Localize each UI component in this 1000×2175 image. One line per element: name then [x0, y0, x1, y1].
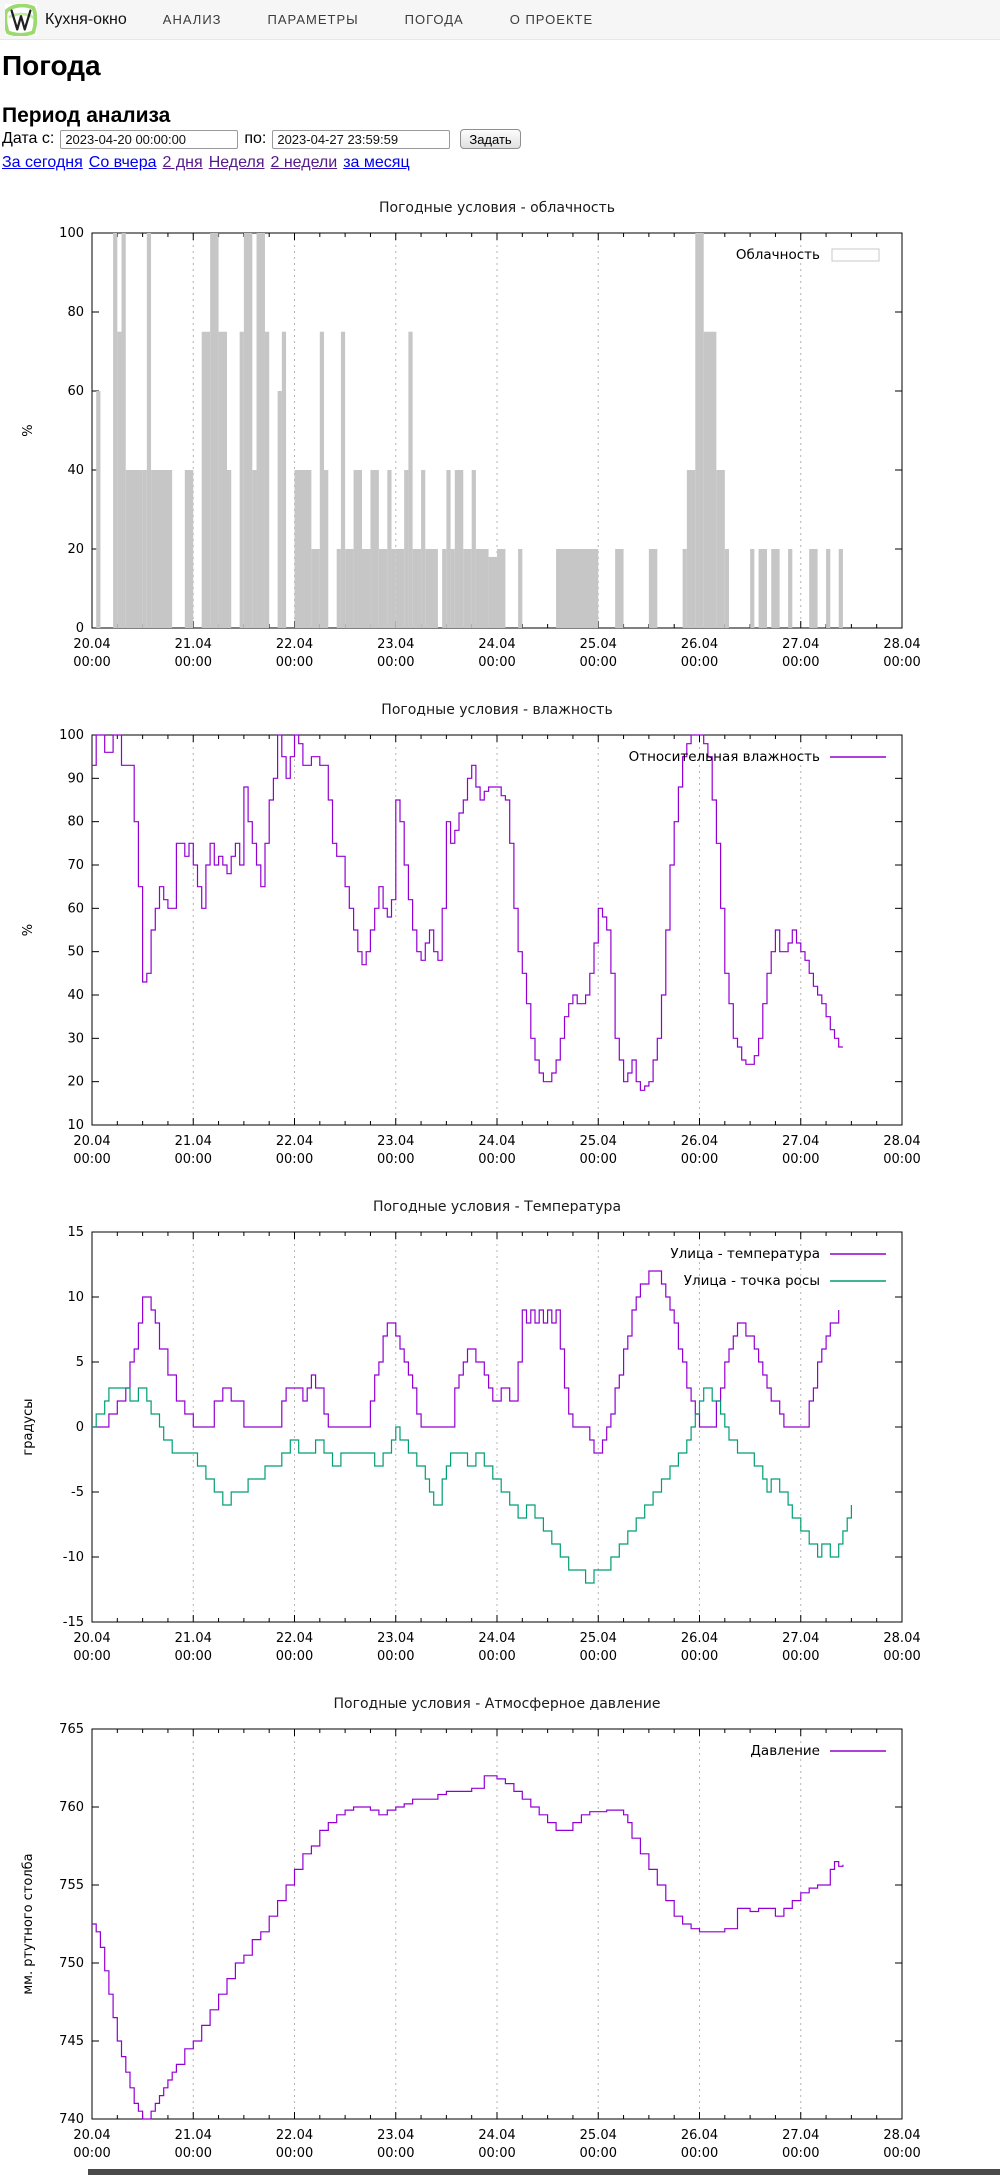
chart-cloudiness-title: Погодные условия - облачность [378, 200, 615, 217]
chart-humidity [2, 702, 1000, 1175]
svg-text:24.04: 24.04 [478, 1631, 516, 1647]
nav-item-parameters[interactable]: ПАРАМЕТРЫ [267, 12, 359, 27]
svg-text:30: 30 [67, 1031, 84, 1047]
svg-text:%: % [21, 924, 36, 937]
svg-text:24.04: 24.04 [478, 637, 516, 653]
svg-text:00:00: 00:00 [579, 1152, 617, 1168]
svg-text:%: % [21, 424, 36, 437]
svg-text:00:00: 00:00 [73, 2146, 111, 2162]
svg-text:23.04: 23.04 [377, 1134, 415, 1150]
svg-text:00:00: 00:00 [174, 2146, 212, 2162]
svg-text:60: 60 [67, 384, 84, 400]
svg-text:00:00: 00:00 [478, 655, 516, 671]
svg-text:0: 0 [75, 621, 84, 637]
nav-item-about[interactable]: О ПРОЕКТЕ [509, 12, 594, 27]
svg-text:20: 20 [67, 1074, 84, 1090]
svg-text:100: 100 [59, 226, 84, 242]
svg-text:26.04: 26.04 [680, 1631, 719, 1647]
link-month[interactable]: за месяц [343, 154, 410, 172]
svg-text:00:00: 00:00 [680, 2146, 719, 2162]
date-from-input[interactable] [60, 130, 238, 149]
chart-temperature-plot [2, 1217, 952, 1672]
svg-text:20.04: 20.04 [73, 1134, 111, 1150]
svg-text:00:00: 00:00 [73, 1649, 111, 1665]
svg-text:00:00: 00:00 [579, 655, 617, 671]
svg-text:00:00: 00:00 [782, 1152, 820, 1168]
svg-text:26.04: 26.04 [680, 637, 719, 653]
svg-text:22.04: 22.04 [275, 2128, 314, 2144]
svg-text:28.04: 28.04 [883, 2128, 921, 2144]
svg-text:20: 20 [67, 542, 84, 558]
svg-text:740: 740 [59, 2112, 84, 2128]
apply-period-button[interactable]: Задать [460, 129, 520, 149]
svg-text:60: 60 [67, 901, 84, 917]
date-to-label: по: [244, 130, 267, 148]
svg-text:00:00: 00:00 [275, 655, 314, 671]
svg-text:-10: -10 [62, 1550, 84, 1566]
svg-text:21.04: 21.04 [174, 637, 212, 653]
svg-text:00:00: 00:00 [883, 1649, 921, 1665]
svg-text:00:00: 00:00 [478, 2146, 516, 2162]
date-to-input[interactable] [272, 130, 450, 149]
link-since-yesterday[interactable]: Со вчера [88, 154, 157, 172]
svg-text:23.04: 23.04 [377, 637, 415, 653]
svg-text:00:00: 00:00 [377, 1649, 415, 1665]
svg-text:28.04: 28.04 [883, 637, 921, 653]
svg-text:00:00: 00:00 [883, 2146, 921, 2162]
svg-text:20.04: 20.04 [73, 2128, 111, 2144]
svg-text:00:00: 00:00 [680, 655, 719, 671]
svg-text:Улица - температура: Улица - температура [670, 1246, 820, 1263]
content [0, 50, 1000, 2169]
svg-text:Относительная влажность: Относительная влажность [628, 749, 820, 766]
chart-humidity-title: Погодные условия - влажность [381, 702, 613, 719]
svg-text:00:00: 00:00 [275, 2146, 314, 2162]
svg-text:21.04: 21.04 [174, 2128, 212, 2144]
period-form [2, 129, 1000, 149]
chart-pressure [2, 1696, 1000, 2169]
svg-text:Улица - точка росы: Улица - точка росы [683, 1273, 820, 1290]
svg-text:Облачность: Облачность [735, 247, 820, 264]
svg-text:24.04: 24.04 [478, 1134, 516, 1150]
svg-text:27.04: 27.04 [782, 1631, 820, 1647]
svg-text:00:00: 00:00 [275, 1649, 314, 1665]
nav-item-weather[interactable]: ПОГОДА [404, 12, 464, 27]
svg-text:-5: -5 [71, 1485, 84, 1501]
svg-text:22.04: 22.04 [275, 1631, 314, 1647]
svg-text:00:00: 00:00 [782, 655, 820, 671]
svg-text:градусы: градусы [21, 1398, 36, 1456]
svg-text:755: 755 [59, 1878, 84, 1894]
page-title: Погода [2, 50, 101, 81]
svg-text:21.04: 21.04 [174, 1631, 212, 1647]
svg-text:100: 100 [59, 728, 84, 744]
svg-text:27.04: 27.04 [782, 637, 820, 653]
svg-text:00:00: 00:00 [579, 1649, 617, 1665]
svg-text:27.04: 27.04 [782, 2128, 820, 2144]
svg-text:00:00: 00:00 [478, 1649, 516, 1665]
svg-text:25.04: 25.04 [579, 1631, 617, 1647]
svg-text:00:00: 00:00 [478, 1152, 516, 1168]
svg-text:00:00: 00:00 [782, 2146, 820, 2162]
svg-text:00:00: 00:00 [782, 1649, 820, 1665]
svg-text:25.04: 25.04 [579, 2128, 617, 2144]
svg-text:28.04: 28.04 [883, 1134, 921, 1150]
svg-text:27.04: 27.04 [782, 1134, 820, 1150]
link-2-weeks[interactable]: 2 недели [270, 154, 338, 172]
svg-text:23.04: 23.04 [377, 2128, 415, 2144]
quick-period-links [2, 154, 1000, 172]
svg-text:5: 5 [75, 1355, 84, 1371]
svg-text:00:00: 00:00 [680, 1649, 719, 1665]
svg-text:26.04: 26.04 [680, 1134, 719, 1150]
svg-text:24.04: 24.04 [478, 2128, 516, 2144]
chart-temperature-title: Погодные условия - Температура [372, 1199, 622, 1216]
svg-text:750: 750 [59, 1956, 84, 1972]
svg-text:00:00: 00:00 [377, 655, 415, 671]
svg-text:40: 40 [67, 988, 84, 1004]
svg-text:40: 40 [67, 463, 84, 479]
chart-cloudiness [2, 200, 1000, 678]
site-logo-icon[interactable] [5, 4, 37, 36]
svg-text:10: 10 [67, 1118, 84, 1134]
main-nav [163, 12, 593, 27]
svg-text:70: 70 [67, 858, 84, 874]
svg-text:00:00: 00:00 [174, 1649, 212, 1665]
svg-text:00:00: 00:00 [174, 1152, 212, 1168]
svg-text:00:00: 00:00 [73, 655, 111, 671]
svg-text:745: 745 [59, 2034, 84, 2050]
svg-text:21.04: 21.04 [174, 1134, 212, 1150]
svg-text:15: 15 [67, 1225, 84, 1241]
chart-cloudiness-plot [2, 218, 952, 678]
chart-pressure-title: Погодные условия - Атмосферное давление [333, 1696, 661, 1713]
svg-text:765: 765 [59, 1722, 84, 1738]
svg-text:00:00: 00:00 [275, 1152, 314, 1168]
svg-text:80: 80 [67, 814, 84, 830]
svg-text:00:00: 00:00 [377, 1152, 415, 1168]
svg-text:00:00: 00:00 [377, 2146, 415, 2162]
footer-strip [88, 2169, 1000, 2175]
top-navigation-bar [0, 0, 1000, 40]
svg-text:80: 80 [67, 305, 84, 321]
link-2-days[interactable]: 2 дня [162, 154, 203, 172]
svg-text:50: 50 [67, 944, 84, 960]
link-today[interactable]: За сегодня [2, 154, 83, 172]
svg-text:00:00: 00:00 [579, 2146, 617, 2162]
nav-item-analysis[interactable]: АНАЛИЗ [162, 12, 222, 27]
svg-text:90: 90 [67, 771, 84, 787]
svg-text:00:00: 00:00 [174, 655, 212, 671]
link-week[interactable]: Неделя [208, 154, 265, 172]
svg-text:22.04: 22.04 [275, 637, 314, 653]
svg-text:00:00: 00:00 [680, 1152, 719, 1168]
svg-text:20.04: 20.04 [73, 1631, 111, 1647]
svg-text:Давление: Давление [750, 1743, 820, 1760]
chart-temperature [2, 1199, 1000, 1672]
period-heading: Период анализа [2, 104, 171, 128]
svg-text:22.04: 22.04 [275, 1134, 314, 1150]
svg-text:мм. ртутного столба: мм. ртутного столба [21, 1853, 36, 1995]
svg-text:10: 10 [67, 1290, 84, 1306]
brand-name[interactable]: Кухня-окно [45, 10, 127, 28]
svg-text:25.04: 25.04 [579, 1134, 617, 1150]
chart-pressure-plot [2, 1714, 952, 2169]
svg-text:25.04: 25.04 [579, 637, 617, 653]
date-from-label: Дата с: [2, 130, 55, 148]
svg-text:00:00: 00:00 [883, 655, 921, 671]
svg-text:00:00: 00:00 [883, 1152, 921, 1168]
chart-humidity-plot [2, 720, 952, 1175]
svg-text:0: 0 [75, 1420, 84, 1436]
svg-text:26.04: 26.04 [680, 2128, 719, 2144]
svg-text:23.04: 23.04 [377, 1631, 415, 1647]
svg-text:-15: -15 [62, 1615, 84, 1631]
svg-text:760: 760 [59, 1800, 84, 1816]
svg-text:00:00: 00:00 [73, 1152, 111, 1168]
svg-text:28.04: 28.04 [883, 1631, 921, 1647]
svg-text:20.04: 20.04 [73, 637, 111, 653]
